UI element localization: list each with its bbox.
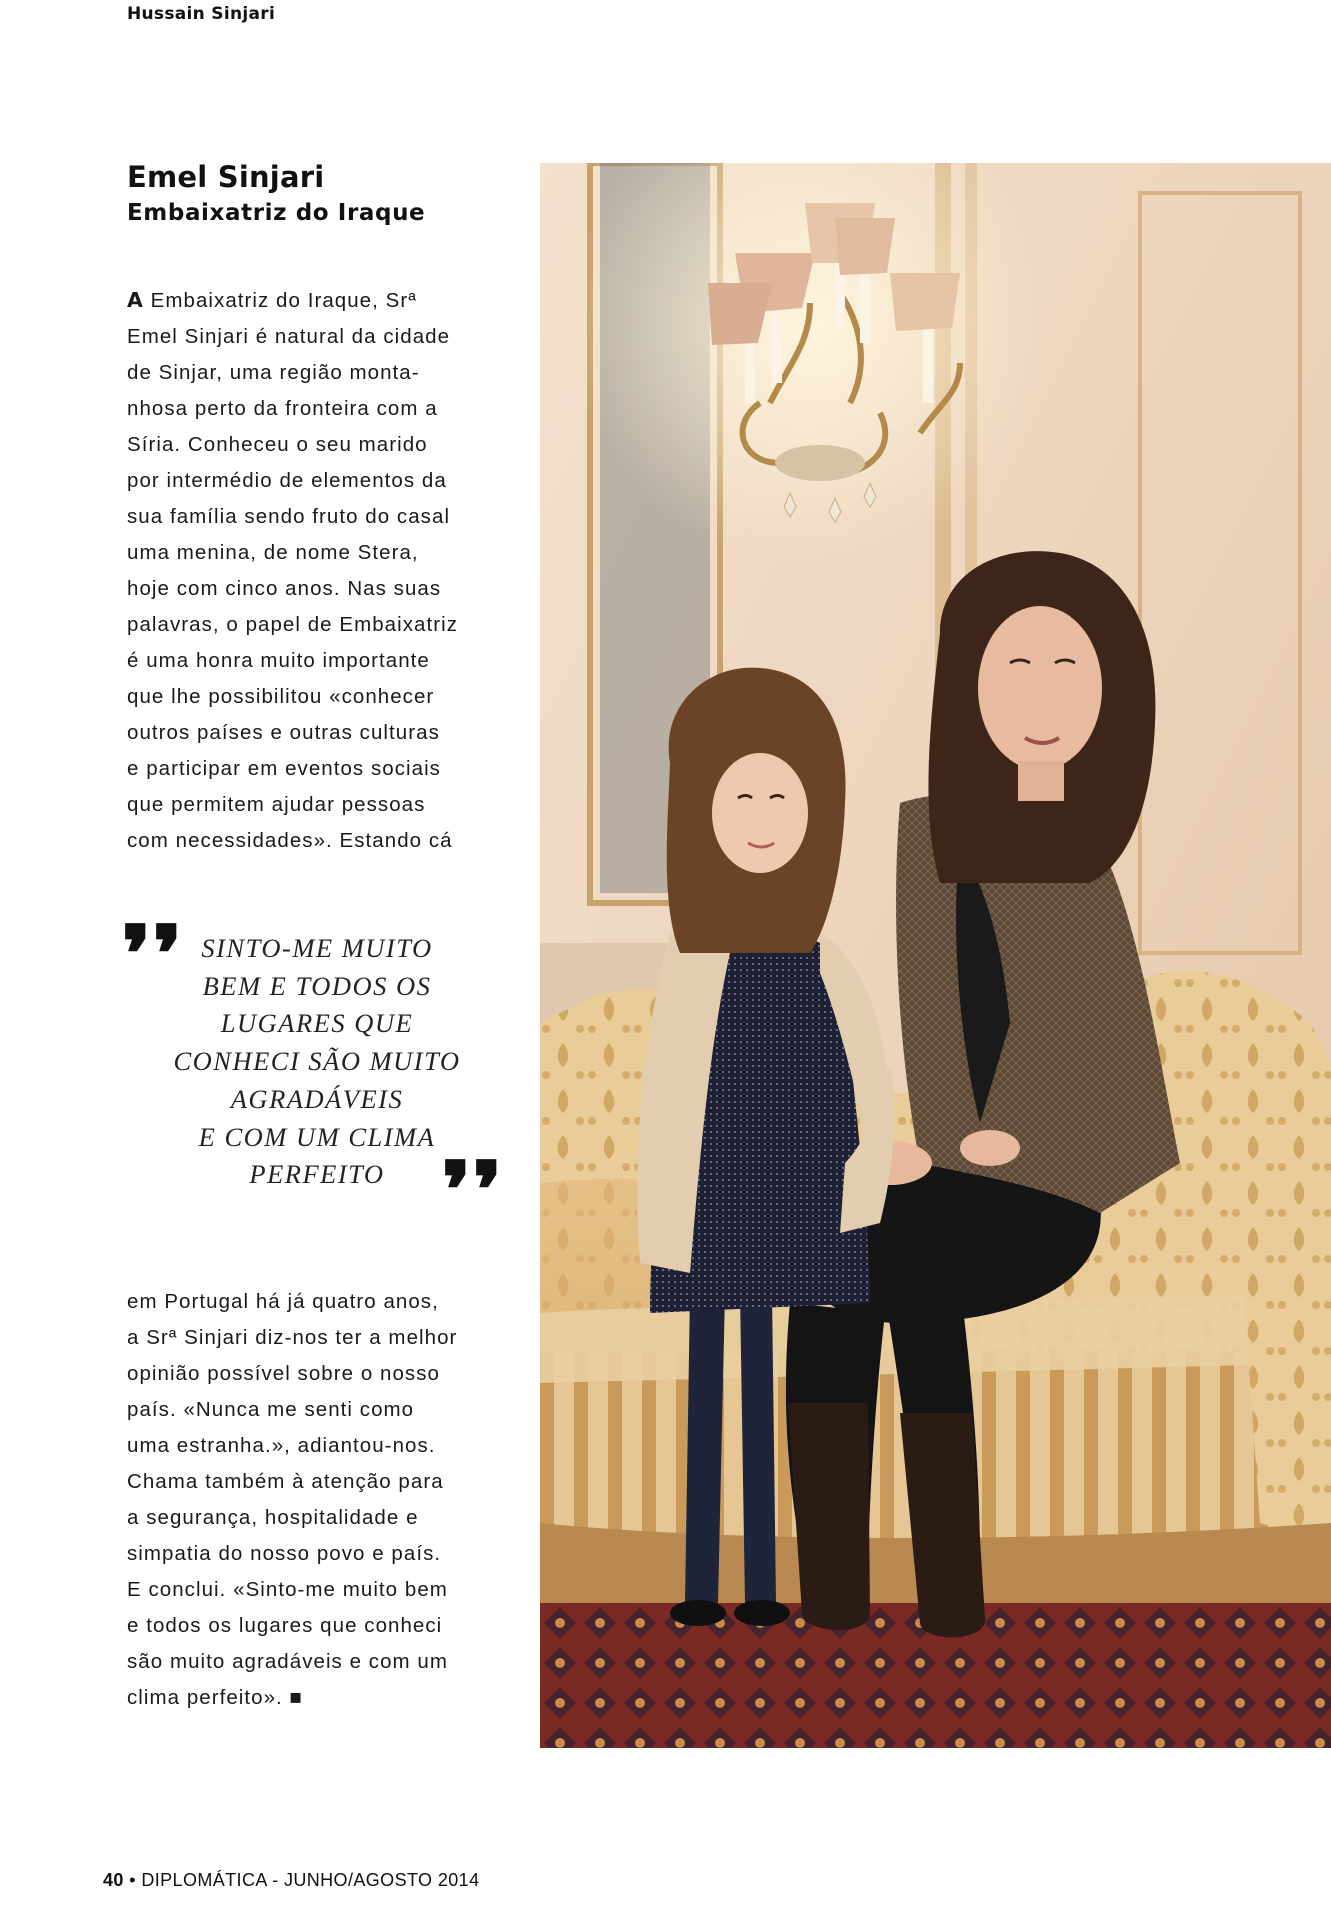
body-line: palavras, o papel de Embaixatriz	[127, 613, 459, 636]
publication-name: DIPLOMÁTICA - JUNHO/AGOSTO 2014	[141, 1870, 480, 1890]
body-line: e participar em eventos sociais	[127, 757, 441, 780]
open-quote-icon: ❜❜	[121, 908, 183, 999]
article-subtitle: Embaixatriz do Iraque	[127, 200, 426, 226]
pull-quote-line: BEM E TODOS OS	[202, 970, 432, 1001]
body-line: uma menina, de nome Stera,	[127, 541, 419, 564]
body-line: simpatia do nosso povo e país.	[127, 1542, 442, 1565]
page-number: 40	[103, 1870, 124, 1890]
drop-cap: A	[127, 288, 144, 312]
body-line: de Sinjar, uma região monta-	[127, 361, 420, 384]
pull-quote-line: CONHECI SÃO MUITO	[173, 1046, 461, 1077]
body-line: opinião possível sobre o nosso	[127, 1362, 440, 1385]
body-line: são muito agradáveis e com um	[127, 1650, 449, 1673]
body-line: que permitem ajudar pessoas	[127, 793, 426, 816]
body-line: país. «Nunca me senti como	[127, 1398, 415, 1421]
portrait-photo-illustration	[540, 163, 1331, 1748]
body-line: a Srª Sinjari diz-nos ter a melhor	[127, 1326, 458, 1349]
running-head: Hussain Sinjari	[127, 4, 276, 24]
body-line: é uma honra muito importante	[127, 649, 430, 672]
pull-quote-line: SINTO-ME MUITO	[201, 933, 433, 963]
body-line: em Portugal há já quatro anos,	[127, 1290, 439, 1313]
body-line: A Embaixatriz do Iraque, Srª	[127, 288, 417, 312]
body-line: clima perfeito». ■	[127, 1686, 303, 1709]
pull-quote-line: AGRADÁVEIS	[230, 1083, 404, 1114]
article-title: Emel Sinjari	[127, 160, 325, 194]
close-quote-icon: ❜❜	[441, 1144, 503, 1235]
body-line: outros países e outras culturas	[127, 721, 440, 744]
body-line: hoje com cinco anos. Nas suas	[127, 577, 442, 600]
portrait-photo	[540, 163, 1331, 1748]
body-line: uma estranha.», adiantou-nos.	[127, 1434, 436, 1457]
pull-quote-line: E COM UM CLIMA	[198, 1121, 436, 1152]
body-line: sua família sendo fruto do casal	[127, 505, 451, 528]
page-footer	[103, 1870, 480, 1891]
body-line: nhosa perto da fronteira com a	[127, 397, 438, 420]
footer-separator: •	[123, 1870, 142, 1890]
body-line: a segurança, hospitalidade e	[127, 1506, 419, 1529]
body-line: e todos os lugares que conheci	[127, 1614, 443, 1637]
body-line: por intermédio de elementos da	[127, 469, 447, 492]
body-line: com necessidades». Estando cá	[127, 829, 453, 852]
body-line: Chama também à atenção para	[127, 1470, 444, 1493]
body-line: Síria. Conheceu o seu marido	[127, 433, 428, 456]
pull-quote-line: LUGARES QUE	[220, 1008, 414, 1039]
body-column-2	[127, 1284, 522, 1716]
body-column-1	[127, 282, 522, 859]
body-line: Emel Sinjari é natural da cidade	[127, 325, 451, 348]
body-line: E conclui. «Sinto-me muito bem	[127, 1578, 448, 1601]
pull-quote-line: PERFEITO	[249, 1159, 385, 1190]
body-line: que lhe possibilitou «conhecer	[127, 685, 435, 708]
